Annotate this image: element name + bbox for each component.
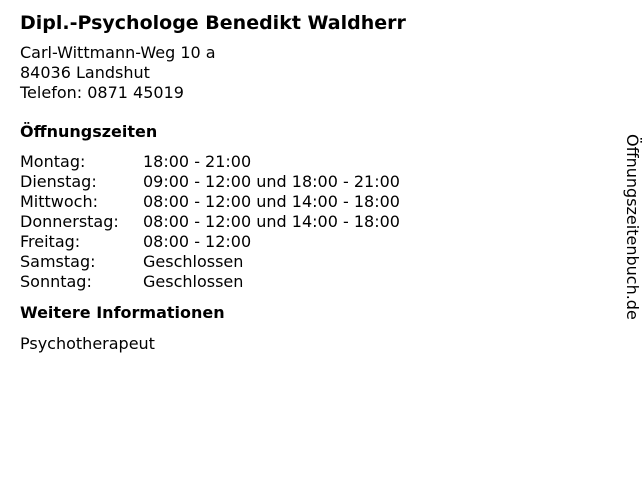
- phone-number: Telefon: 0871 45019: [20, 83, 184, 102]
- hours-row-saturday: [20, 252, 600, 272]
- opening-times: Geschlossen: [143, 272, 244, 291]
- opening-times: 09:00 - 12:00 und 18:00 - 21:00: [143, 172, 400, 191]
- day-label: Montag:: [20, 152, 86, 171]
- opening-times: 08:00 - 12:00 und 14:00 - 18:00: [143, 212, 400, 231]
- postal-city: 84036 Landshut: [20, 63, 150, 82]
- hours-row-friday: [20, 232, 600, 252]
- day-label: Mittwoch:: [20, 192, 98, 211]
- site-watermark: Öffnungszeitenbuch.de: [623, 134, 642, 320]
- day-label: Dienstag:: [20, 172, 97, 191]
- day-label: Donnerstag:: [20, 212, 119, 231]
- address-block: [20, 43, 600, 103]
- day-label: Sonntag:: [20, 272, 92, 291]
- hours-row-monday: [20, 152, 600, 172]
- day-label: Samstag:: [20, 252, 96, 271]
- more-info-heading: Weitere Informationen: [20, 303, 225, 322]
- opening-times: 08:00 - 12:00 und 14:00 - 18:00: [143, 192, 400, 211]
- hours-row-sunday: [20, 272, 600, 292]
- hours-row-thursday: [20, 212, 600, 232]
- day-label: Freitag:: [20, 232, 81, 251]
- business-card: [20, 11, 600, 354]
- opening-times: 18:00 - 21:00: [143, 152, 252, 171]
- business-name: Dipl.-Psychologe Benedikt Waldherr: [20, 12, 406, 34]
- opening-hours-list: [20, 152, 600, 292]
- hours-row-wednesday: [20, 192, 600, 212]
- opening-hours-heading: Öffnungszeiten: [20, 122, 158, 141]
- hours-row-tuesday: [20, 172, 600, 192]
- business-category: Psychotherapeut: [20, 334, 155, 353]
- opening-times: Geschlossen: [143, 252, 244, 271]
- street-address: Carl-Wittmann-Weg 10 a: [20, 43, 216, 62]
- opening-times: 08:00 - 12:00: [143, 232, 252, 251]
